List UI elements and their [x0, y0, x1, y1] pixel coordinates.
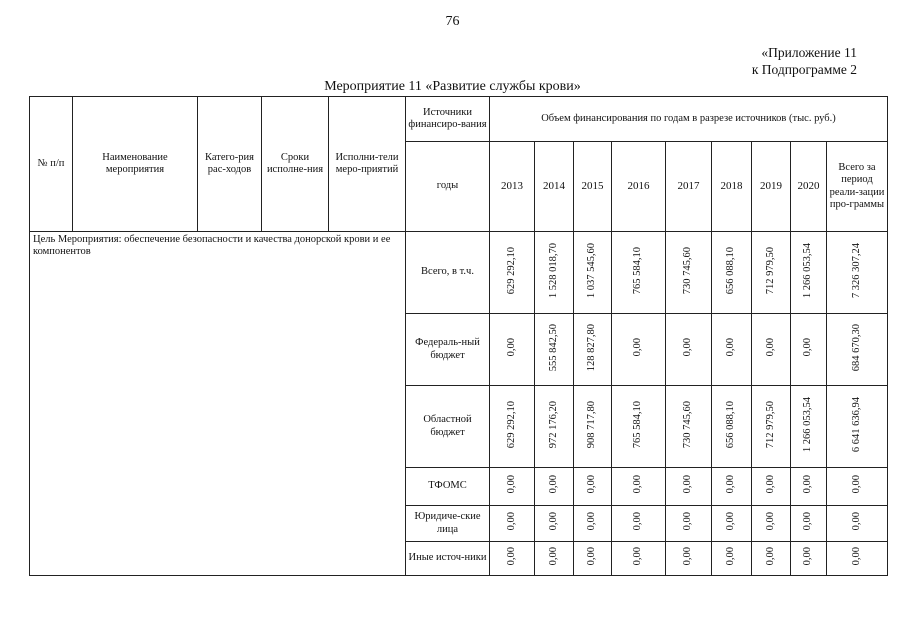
header-years-label: годы — [406, 142, 490, 232]
value-cell — [752, 542, 791, 576]
value-cell — [574, 232, 612, 314]
value-text: 0,00 — [505, 547, 517, 566]
value-cell — [752, 314, 791, 386]
value-cell — [535, 506, 574, 542]
value-text: 656 088,10 — [725, 246, 737, 295]
value-cell — [791, 542, 827, 576]
header-name: Наименование мероприятия — [73, 97, 198, 232]
funding-table — [29, 96, 888, 576]
value-cell — [666, 468, 712, 506]
total-cell — [827, 468, 888, 506]
value-cell — [712, 232, 752, 314]
total-text: 684 670,30 — [850, 323, 862, 372]
value-cell — [535, 314, 574, 386]
total-text: 0,00 — [850, 547, 862, 566]
value-text: 0,00 — [802, 547, 814, 566]
value-text: 0,00 — [764, 547, 776, 566]
value-text: 1 266 053,54 — [802, 242, 814, 299]
value-text: 0,00 — [802, 512, 814, 531]
value-cell — [535, 542, 574, 576]
value-text: 712 979,50 — [764, 246, 776, 295]
year-2019: 2019 — [752, 142, 791, 232]
value-text: 0,00 — [682, 338, 694, 357]
value-cell — [791, 468, 827, 506]
value-cell — [666, 506, 712, 542]
value-cell — [666, 314, 712, 386]
year-2014: 2014 — [535, 142, 574, 232]
header-funding: Объем финансирования по годам в разрезе источников (тыс. руб.) — [490, 97, 888, 142]
header-executors: Исполни-тели меро-приятий — [329, 97, 406, 232]
appendix-line-1: «Приложение 11 — [761, 45, 857, 60]
value-cell — [712, 542, 752, 576]
header-terms: Сроки исполне-ния — [262, 97, 329, 232]
value-cell — [712, 468, 752, 506]
value-text: 972 176,20 — [547, 400, 559, 449]
source-legal: Юридиче-ские лица — [406, 506, 490, 542]
value-text: 712 979,50 — [764, 400, 776, 449]
value-cell — [666, 386, 712, 468]
value-cell — [712, 386, 752, 468]
value-cell — [535, 232, 574, 314]
value-text: 0,00 — [682, 547, 694, 566]
data-row-total — [30, 232, 888, 314]
value-text: 1 037 545,60 — [586, 242, 598, 299]
value-cell — [612, 468, 666, 506]
value-text: 0,00 — [547, 547, 559, 566]
value-text: 0,00 — [632, 512, 644, 531]
value-cell — [490, 314, 535, 386]
value-text: 629 292,10 — [505, 246, 517, 295]
goal-cell: Цель Мероприятия: обеспечение безопасности и качества донорской крови и ее компонентов — [30, 232, 406, 576]
header-total-period: Всего за период реали-зации про-граммы — [827, 142, 888, 232]
total-cell — [827, 314, 888, 386]
year-2016: 2016 — [612, 142, 666, 232]
value-cell — [666, 542, 712, 576]
value-text: 0,00 — [725, 512, 737, 531]
document-title: Мероприятие 11 «Развитие службы крови» — [324, 79, 581, 94]
value-text: 1 528 018,70 — [547, 242, 559, 299]
value-text: 908 717,80 — [586, 400, 598, 449]
value-cell — [574, 468, 612, 506]
value-cell — [490, 232, 535, 314]
value-cell — [574, 542, 612, 576]
value-text: 128 827,80 — [586, 323, 598, 372]
value-cell — [791, 232, 827, 314]
value-cell — [712, 314, 752, 386]
value-cell — [535, 386, 574, 468]
total-text: 0,00 — [850, 475, 862, 494]
value-cell — [574, 314, 612, 386]
value-text: 0,00 — [764, 338, 776, 357]
value-cell — [612, 386, 666, 468]
year-2017: 2017 — [666, 142, 712, 232]
value-cell — [791, 506, 827, 542]
value-text: 0,00 — [586, 512, 598, 531]
value-text: 0,00 — [682, 475, 694, 494]
value-text: 0,00 — [802, 338, 814, 357]
value-text: 0,00 — [505, 512, 517, 531]
value-cell — [574, 506, 612, 542]
year-2015: 2015 — [574, 142, 612, 232]
value-text: 0,00 — [682, 512, 694, 531]
value-cell — [612, 542, 666, 576]
value-text: 0,00 — [802, 475, 814, 494]
value-text: 765 584,10 — [632, 246, 644, 295]
value-cell — [791, 386, 827, 468]
value-text: 0,00 — [632, 547, 644, 566]
value-text: 730 745,60 — [682, 246, 694, 295]
value-cell — [752, 386, 791, 468]
value-text: 629 292,10 — [505, 400, 517, 449]
value-cell — [490, 506, 535, 542]
source-regional: Областной бюджет — [406, 386, 490, 468]
value-cell — [535, 468, 574, 506]
value-text: 765 584,10 — [632, 400, 644, 449]
value-cell — [791, 314, 827, 386]
value-cell — [712, 506, 752, 542]
value-cell — [490, 542, 535, 576]
page-number: 76 — [445, 14, 460, 29]
value-text: 0,00 — [505, 338, 517, 357]
value-text: 0,00 — [632, 475, 644, 494]
value-cell — [752, 468, 791, 506]
value-text: 656 088,10 — [725, 400, 737, 449]
source-federal: Федераль-ный бюджет — [406, 314, 490, 386]
value-text: 555 842,50 — [547, 323, 559, 372]
year-2018: 2018 — [712, 142, 752, 232]
total-cell — [827, 232, 888, 314]
total-text: 7 326 307,24 — [850, 242, 862, 299]
header-num: № п/п — [30, 97, 73, 232]
value-text: 0,00 — [725, 475, 737, 494]
value-text: 0,00 — [547, 512, 559, 531]
value-text: 0,00 — [547, 475, 559, 494]
value-cell — [574, 386, 612, 468]
year-2013: 2013 — [490, 142, 535, 232]
source-total: Всего, в т.ч. — [406, 232, 490, 314]
value-cell — [752, 506, 791, 542]
header-category: Катего-рия рас-ходов — [198, 97, 262, 232]
value-cell — [490, 386, 535, 468]
value-text: 0,00 — [764, 512, 776, 531]
value-cell — [490, 468, 535, 506]
source-other: Иные источ-ники — [406, 542, 490, 576]
header-row-1 — [30, 97, 888, 142]
value-text: 0,00 — [586, 475, 598, 494]
value-cell — [612, 232, 666, 314]
value-text: 0,00 — [586, 547, 598, 566]
source-tfoms: ТФОМС — [406, 468, 490, 506]
value-text: 1 266 053,54 — [802, 396, 814, 453]
value-text: 0,00 — [632, 338, 644, 357]
header-sources: Источники финансиро-вания — [406, 97, 490, 142]
value-cell — [612, 506, 666, 542]
value-cell — [612, 314, 666, 386]
total-text: 0,00 — [850, 512, 862, 531]
total-cell — [827, 386, 888, 468]
year-2020: 2020 — [791, 142, 827, 232]
value-text: 730 745,60 — [682, 400, 694, 449]
table-body — [30, 97, 888, 576]
value-text: 0,00 — [725, 547, 737, 566]
appendix-line-2: к Подпрограмме 2 — [751, 62, 857, 77]
value-cell — [752, 232, 791, 314]
total-cell — [827, 506, 888, 542]
total-text: 6 641 636,94 — [850, 396, 862, 453]
value-text: 0,00 — [725, 338, 737, 357]
total-cell — [827, 542, 888, 576]
value-text: 0,00 — [764, 475, 776, 494]
value-text: 0,00 — [505, 475, 517, 494]
value-cell — [666, 232, 712, 314]
